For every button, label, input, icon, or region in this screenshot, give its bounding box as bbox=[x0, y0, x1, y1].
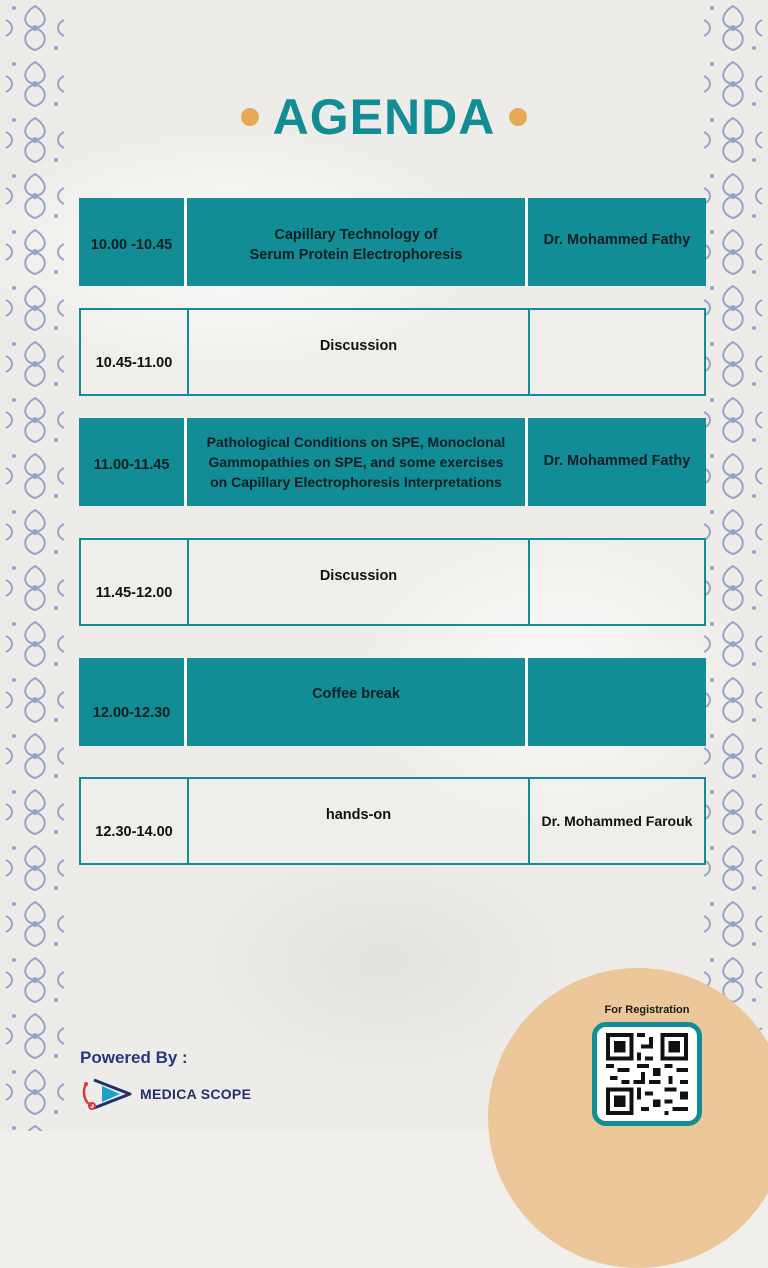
time-cell bbox=[81, 310, 189, 394]
topic-text: Coffee break bbox=[312, 686, 400, 702]
speaker-text: Dr. Mohammed Farouk bbox=[541, 813, 693, 829]
agenda-row bbox=[79, 198, 706, 286]
time-cell bbox=[79, 418, 187, 506]
medica-scope-icon bbox=[80, 1074, 136, 1114]
agenda-row bbox=[79, 308, 706, 396]
topic-text: Pathological Conditions on SPE, Monoclonal Gammopathies on SPE, and some exercises on Capillary Electrophoresis Interpretations bbox=[206, 434, 506, 490]
speaker-cell bbox=[528, 658, 706, 746]
topic-cell bbox=[189, 779, 530, 863]
time-cell bbox=[81, 540, 189, 624]
speaker-cell bbox=[530, 779, 704, 863]
topic-text: Capillary Technology of Serum Protein Electrophoresis bbox=[249, 227, 463, 263]
speaker-text: Dr. Mohammed Fathy bbox=[543, 453, 691, 469]
title-dot-left bbox=[241, 108, 259, 126]
qr-code-icon bbox=[606, 1033, 688, 1115]
topic-cell bbox=[187, 198, 528, 286]
time-text: 12.00-12.30 bbox=[92, 705, 171, 721]
right-ornament-border bbox=[698, 0, 768, 1131]
time-text: 10.00 -10.45 bbox=[90, 237, 173, 253]
agenda-row bbox=[79, 777, 706, 865]
time-text: 11.00-11.45 bbox=[93, 457, 170, 473]
time-text: 10.45-11.00 bbox=[95, 355, 173, 371]
time-text: 12.30-14.00 bbox=[95, 824, 173, 840]
speaker-cell bbox=[528, 198, 706, 286]
registration-qr-code[interactable] bbox=[592, 1022, 702, 1126]
topic-cell bbox=[189, 540, 530, 624]
topic-cell bbox=[189, 310, 530, 394]
title-text: AGENDA bbox=[272, 89, 496, 145]
brand-name: MEDICA SCOPE bbox=[140, 1086, 252, 1102]
agenda-row bbox=[79, 658, 706, 746]
title-dot-right bbox=[509, 108, 527, 126]
speaker-text: Dr. Mohammed Fathy bbox=[543, 232, 691, 248]
topic-text: hands-on bbox=[325, 807, 392, 823]
medica-scope-logo bbox=[80, 1074, 251, 1114]
topic-text: Discussion bbox=[319, 338, 398, 354]
agenda-title bbox=[0, 88, 768, 146]
agenda-row bbox=[79, 538, 706, 626]
time-cell bbox=[79, 198, 187, 286]
speaker-cell bbox=[530, 540, 704, 624]
time-cell bbox=[79, 658, 187, 746]
topic-text: Discussion bbox=[319, 568, 398, 584]
left-ornament-border bbox=[0, 0, 70, 1131]
topic-cell bbox=[187, 658, 528, 746]
topic-cell bbox=[187, 418, 528, 506]
speaker-cell bbox=[528, 418, 706, 506]
time-cell bbox=[81, 779, 189, 863]
speaker-cell bbox=[530, 310, 704, 394]
time-text: 11.45-12.00 bbox=[95, 585, 173, 601]
registration-label: For Registration bbox=[604, 1004, 690, 1016]
powered-by-label: Powered By : bbox=[80, 1048, 188, 1067]
agenda-row bbox=[79, 418, 706, 506]
